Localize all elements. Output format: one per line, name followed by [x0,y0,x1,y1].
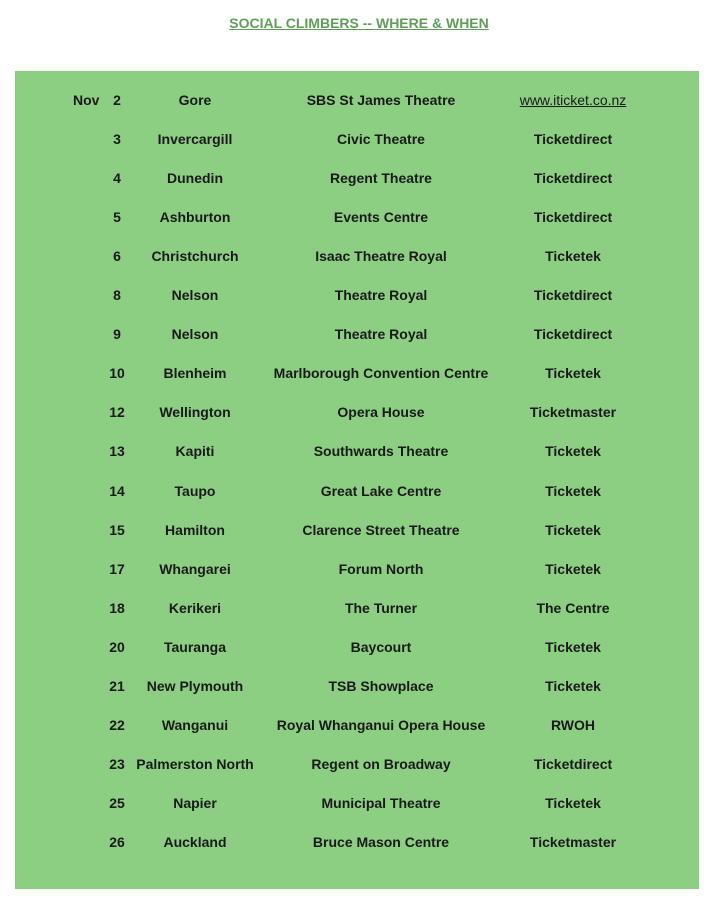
city-cell: Tauranga [164,639,226,655]
city-cell: Blenheim [163,365,227,381]
day-cell: 10 [109,365,125,381]
ticketing-cell: Ticketmaster [529,404,617,420]
city-cell: Hamilton [165,522,225,538]
day-cell: 14 [109,483,125,499]
venue-cell: Southwards Theatre [313,443,449,459]
table-row [15,559,699,579]
city-cell: Dunedin [167,170,223,186]
day-cell: 6 [113,248,121,264]
city-cell: Gore [178,92,212,108]
day-cell: 3 [113,131,121,147]
venue-cell: The Turner [344,600,418,616]
city-cell: Nelson [171,326,219,342]
ticketing-cell: Ticketek [545,443,601,459]
table-row [15,285,699,305]
ticketing-cell: Ticketdirect [533,209,613,225]
table-row [15,324,699,344]
ticketing-cell: Ticketek [545,483,601,499]
ticketing-cell: The Centre [536,600,610,616]
day-cell: 18 [109,600,125,616]
table-row [15,207,699,227]
day-cell: 26 [109,834,125,850]
venue-cell: Theatre Royal [334,287,428,303]
venue-cell: Events Centre [333,209,429,225]
table-row [15,168,699,188]
day-cell: 25 [109,795,125,811]
page-title: SOCIAL CLIMBERS -- WHERE & WHEN [229,15,489,31]
ticketing-cell: Ticketek [545,678,601,694]
ticketing-cell: Ticketdirect [533,170,613,186]
venue-cell: Civic Theatre [337,131,425,147]
venue-cell: Royal Whanganui Opera House [276,717,486,733]
city-cell: Napier [173,795,217,811]
table-row [15,598,699,618]
table-row [15,637,699,657]
city-cell: Palmerston North [136,756,254,772]
ticketing-cell: Ticketdirect [533,131,613,147]
day-cell: 23 [109,756,125,772]
venue-cell: SBS St James Theatre [306,92,456,108]
day-cell: 21 [109,678,125,694]
day-cell: 22 [109,717,125,733]
table-row [15,793,699,813]
table-row [15,754,699,774]
day-cell: 20 [109,639,125,655]
venue-cell: Isaac Theatre Royal [315,248,447,264]
day-cell: 15 [109,522,125,538]
venue-cell: Baycourt [350,639,412,655]
ticketing-cell: Ticketmaster [529,834,617,850]
table-row [15,402,699,422]
city-cell: Kerikeri [168,600,222,616]
ticketing-cell: Ticketdirect [533,326,613,342]
city-cell: Christchurch [151,248,239,264]
venue-cell: Great Lake Centre [320,483,442,499]
city-cell: Wanganui [161,717,229,733]
ticketing-cell: Ticketek [545,561,601,577]
day-cell: 13 [109,443,125,459]
day-cell: 12 [109,404,125,420]
table-row [15,832,699,852]
city-cell: Ashburton [159,209,231,225]
city-cell: Kapiti [175,443,215,459]
venue-cell: Marlborough Convention Centre [273,365,489,381]
table-row [15,363,699,383]
table-row [15,90,699,110]
venue-cell: Regent Theatre [330,170,432,186]
venue-cell: TSB Showplace [328,678,434,694]
venue-cell: Regent on Broadway [311,756,451,772]
ticketing-cell: Ticketdirect [533,756,613,772]
table-row [15,676,699,696]
table-row [15,246,699,266]
ticketing-cell: Ticketdirect [533,287,613,303]
city-cell: Taupo [174,483,216,499]
ticketing-cell: RWOH [550,717,596,733]
day-cell: 4 [113,170,121,186]
venue-cell: Clarence Street Theatre [302,522,460,538]
ticketing-cell: Ticketek [545,248,601,264]
venue-cell: Municipal Theatre [321,795,441,811]
day-cell: 9 [113,326,121,342]
venue-cell: Theatre Royal [334,326,428,342]
day-cell: 17 [109,561,125,577]
city-cell: Whangarei [159,561,231,577]
ticketing-link[interactable]: www.iticket.co.nz [519,92,627,108]
venue-cell: Bruce Mason Centre [312,834,450,850]
ticketing-cell: Ticketek [545,365,601,381]
day-cell: 2 [113,92,121,108]
day-cell: 8 [113,287,121,303]
ticketing-cell: Ticketek [545,639,601,655]
city-cell: Wellington [159,404,231,420]
table-row [15,441,699,461]
ticketing-cell: Ticketek [545,795,601,811]
venue-cell: Forum North [338,561,424,577]
month-label: Nov [73,92,100,108]
table-row [15,129,699,149]
city-cell: Auckland [163,834,227,850]
table-row [15,520,699,540]
venue-cell: Opera House [337,404,425,420]
table-row [15,481,699,501]
ticketing-cell: Ticketek [545,522,601,538]
city-cell: Nelson [171,287,219,303]
table-row [15,715,699,735]
city-cell: Invercargill [157,131,233,147]
schedule-panel [15,71,699,889]
day-cell: 5 [113,209,121,225]
city-cell: New Plymouth [146,678,244,694]
